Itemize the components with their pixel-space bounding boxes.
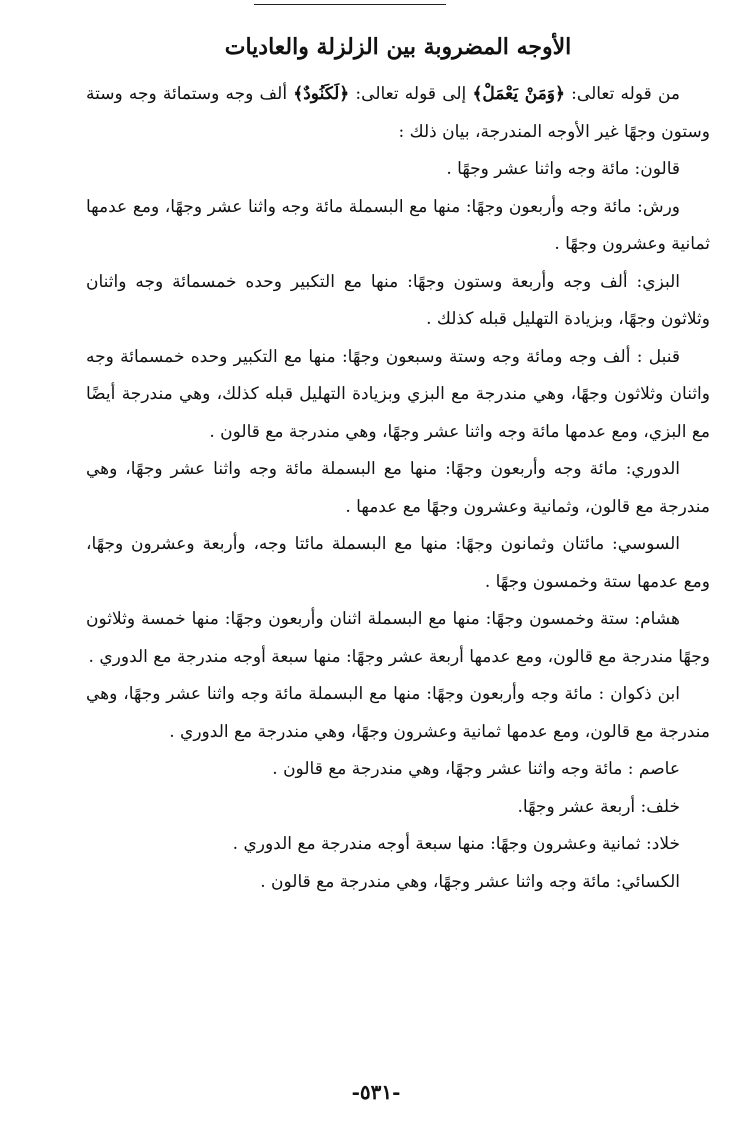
intro-post: ألف وجه وستمائة وجه وستة وستون وجهًا غير الأوجه المندرجة، بيان ذلك :: [86, 84, 710, 142]
paragraph-susi: السوسي: مائتان وثمانون وجهًا: منها مع البسملة مائتا وجه، وأربعة وعشرون وجهًا، ومع عدمها ستة وخمسون وجهًا .: [86, 534, 710, 592]
intro-pre: من قوله تعالى:: [564, 84, 680, 104]
top-rule: [254, 4, 446, 5]
intro-paragraph: [86, 76, 710, 151]
paragraph-ibn-dhakwan: ابن ذكوان : مائة وجه وأربعون وجهًا: منها مع البسملة مائة وجه واثنا عشر وجهًا، وهي مندرجة مع قالون، ومع عدمها ثمانية وعشرون وجهًا، وهي مندرجة مع الدوري .: [86, 684, 710, 742]
paragraph-asim: عاصم : مائة وجه واثنا عشر وجهًا، وهي مندرجة مع قالون .: [272, 759, 680, 779]
page-body: [86, 30, 710, 901]
paragraph-duri: الدوري: مائة وجه وأربعون وجهًا: منها مع البسملة مائة وجه واثنا عشر وجهًا، وهي مندرجة مع قالون، وثمانية وعشرون وجهًا مع عدمها .: [86, 459, 710, 517]
paragraph-warsh: ورش: مائة وجه وأربعون وجهًا: منها مع البسملة مائة وجه واثنا عشر وجهًا، ومع عدمها ثمانية وعشرون وجهًا .: [86, 196, 710, 254]
quran-quote-2: ﴿لَكَنُودٌ﴾: [293, 84, 350, 104]
quran-quote-1: ﴿وَمَنْ يَعْمَلْ﴾: [472, 84, 565, 104]
paragraph-kisai: الكسائي: مائة وجه واثنا عشر وجهًا، وهي مندرجة مع قالون .: [260, 871, 680, 892]
paragraph-khallad: خلاد: ثمانية وعشرون وجهًا: منها سبعة أوجه مندرجة مع الدوري .: [232, 834, 680, 854]
page-title: الأوجه المضروبة بين الزلزلة والعاديات: [224, 34, 572, 60]
page-number: -٥٣١-: [351, 1080, 401, 1104]
paragraph-hisham: هشام: ستة وخمسون وجهًا: منها مع البسملة اثنان وأربعون وجهًا: منها خمسة وثلاثون وجهًا مندرجة مع قالون، ومع عدمها أربعة عشر وجهًا: منها سبعة أوجه مندرجة مع الدوري .: [86, 609, 710, 667]
paragraph-qunbul: قنبل : ألف وجه ومائة وجه وستة وسبعون وجهًا: منها مع التكبير وحده خمسمائة وجه واثنان وثلاثون وجهًا، وهي مندرجة مع البزي وبزيادة التهليل قبله كذلك، وهي مندرجة أيضًا مع البزي، ومع عدمها مائة وجه واثنا عشر وجهًا، وهي مندرجة مع قالون .: [86, 346, 710, 442]
paragraph-qalun: قالون: مائة وجه واثنا عشر وجهًا .: [446, 159, 680, 179]
paragraph-khalaf: خلف: أربعة عشر وجهًا.: [517, 796, 680, 817]
paragraph-bazzi: البزي: ألف وجه وأربعة وستون وجهًا: منها مع التكبير وحده خمسمائة وجه واثنان وثلاثون وجهًا، وبزيادة التهليل قبله كذلك .: [86, 271, 710, 329]
intro-mid: إلى قوله تعالى:: [349, 84, 473, 104]
